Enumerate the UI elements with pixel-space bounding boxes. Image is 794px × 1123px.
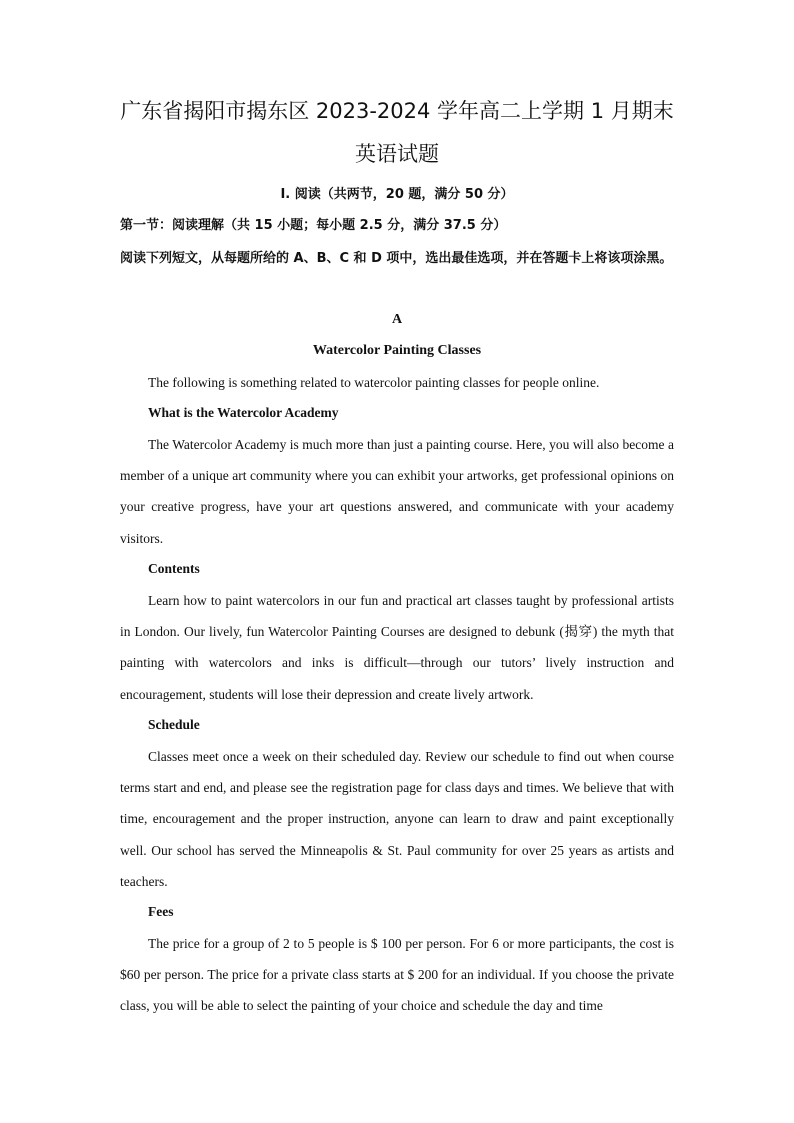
instruction-text: 阅读下列短文，从每题所给的 A、B、C 和 D 项中，选出最佳选项，并在答题卡上将该项涂黑。	[120, 251, 673, 266]
heading-contents: Contents	[148, 561, 200, 576]
paragraph-schedule: Classes meet once a week on their scheduled day. Review our schedule to find out when course terms start and end, and please see the registration page for class days and times. We believe that with time, encouragement and the proper instruction, anyone can learn to draw and paint exceptionally well. Our school has served the Minneapolis & St. Paul community for over 25 years as artists and teachers.	[120, 749, 674, 889]
passage-title: Watercolor Painting Classes	[312, 343, 482, 358]
passage-letter: A	[391, 312, 403, 327]
heading-fees: Fees	[148, 904, 174, 919]
heading-watercolor-academy: What is the Watercolor Academy	[148, 405, 339, 420]
section-heading: Ⅰ. 阅读（共两节，20 题，满分 50 分）	[280, 187, 514, 202]
paragraph-fees: The price for a group of 2 to 5 people is $ 100 per person. For 6 or more participants, the cost is $60 per person. The price for a private class starts at $ 200 for an individual. If you choose the private class, you will be able to select the painting of your choice and schedule the day and time	[120, 936, 674, 1014]
passage-intro: The following is something related to watercolor painting classes for people online.	[148, 375, 600, 390]
heading-schedule: Schedule	[148, 717, 200, 732]
paragraph-academy: The Watercolor Academy is much more than just a painting course. Here, you will also become a member of a unique art community where you can exhibit your artworks, get professional opinions on your creative progress, have your art questions answered, and communicate with your academy visitors.	[120, 437, 674, 546]
subsection-heading: 第一节：阅读理解（共 15 小题；每小题 2.5 分，满分 37.5 分）	[120, 218, 507, 233]
paragraph-contents: Learn how to paint watercolors in our fun and practical art classes taught by professional artists in London. Our lively, fun Watercolor Painting Courses are designed to debunk (揭穿) the myth that painting with watercolors and inks is difficult—through our tutors’ lively instruction and encouragement, students will lose their depression and create lively artwork.	[120, 593, 674, 702]
exam-title-line2: 英语试题	[355, 142, 439, 166]
exam-title-line1: 广东省揭阳市揭东区 2023-2024 学年高二上学期 1 月期末	[120, 99, 674, 123]
